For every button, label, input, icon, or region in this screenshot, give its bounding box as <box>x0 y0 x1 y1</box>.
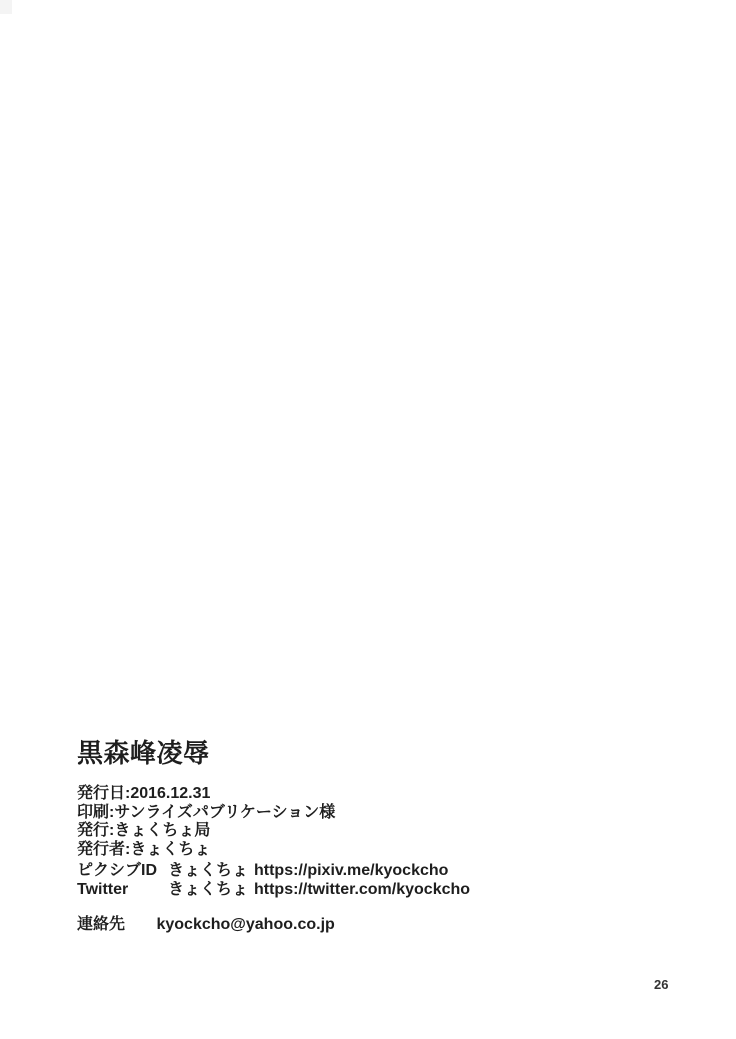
publisher-circle-line: 発行:きょくちょ局 <box>77 822 211 839</box>
pixiv-service-label: ピクシブID <box>77 862 158 879</box>
publication-date-line: 発行日:2016.12.31 <box>77 785 211 802</box>
pixiv-account-name: きょくちょ <box>168 862 249 879</box>
publication-info <box>77 785 335 859</box>
contact-label: 連絡先 <box>77 916 126 933</box>
twitter-service-label: Twitter <box>77 881 129 898</box>
twitter-account-name: きょくちょ <box>168 881 249 898</box>
scan-artifact <box>0 0 12 14</box>
web-accounts <box>77 861 470 899</box>
publisher-person-line: 発行者:きょくちょ <box>77 840 211 858</box>
page-number: 26 <box>654 977 669 992</box>
contact-email-text: kyockcho@yahoo.co.jp <box>156 916 335 933</box>
contact-line <box>77 911 335 934</box>
pixiv-account-row <box>77 861 470 880</box>
twitter-account-row <box>77 880 470 899</box>
twitter-url-text: https://twitter.com/kyockcho <box>254 881 471 898</box>
book-title: 黒森峰凌辱 <box>77 738 210 768</box>
printer-line: 印刷:サンライズパブリケーション様 <box>77 803 336 821</box>
pixiv-url-text: https://pixiv.me/kyockcho <box>254 862 449 879</box>
